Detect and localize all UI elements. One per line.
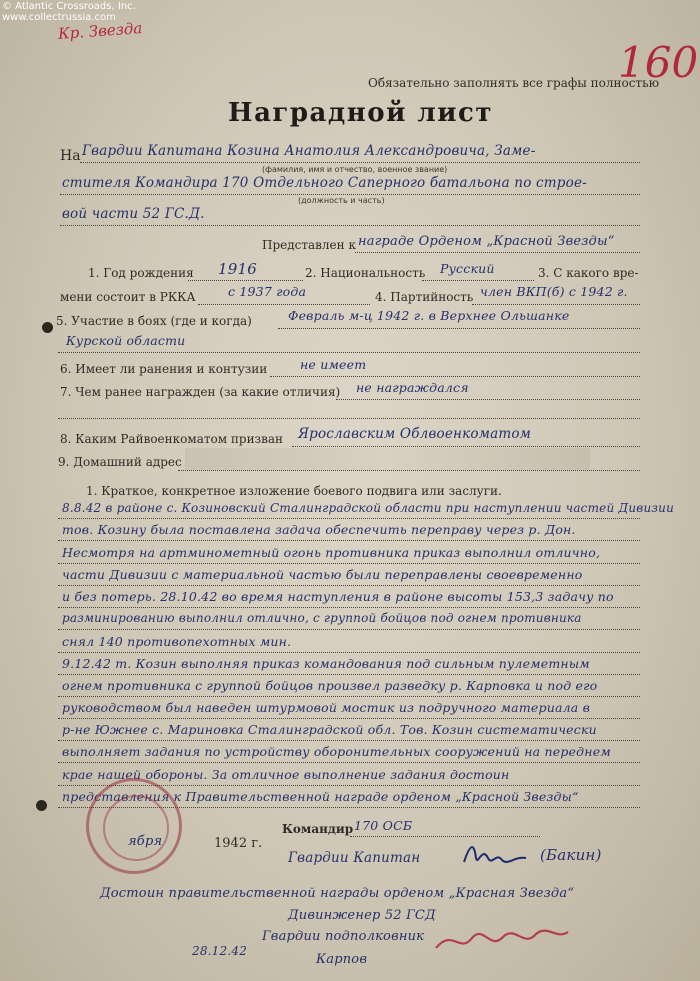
feat-line-5: и без потерь. 28.10.42 во время наступления в районе высоты 153,3 задачу по <box>62 589 614 604</box>
feat-underline-8 <box>58 674 640 675</box>
watermark-url: www.collectrussia.com <box>2 12 116 23</box>
feat-line-9: огнем противника с группой бойцов произвел разведку р. Карповка и под его <box>62 678 598 693</box>
battles-value-2: Курской области <box>66 333 186 348</box>
feat-line-13: крае нашей обороны. За отличное выполнение задания достоин <box>62 767 510 782</box>
unit-seal-stamp <box>86 778 182 874</box>
commander-signature-mark <box>460 838 530 870</box>
division-engineer: Дивинженер 52 ГСД <box>288 908 436 923</box>
awards-label: 7. Чем ранее награжден (за какие отличия) <box>60 385 341 399</box>
signature-name: (Бакин) <box>540 846 602 864</box>
party-value: член ВКП(б) с 1942 г. <box>480 284 628 299</box>
feat-underline-9 <box>58 696 640 697</box>
feat-line-7: снял 140 противопехотных мин. <box>62 634 292 649</box>
nationality-value: Русский <box>440 261 495 276</box>
punch-hole-bottom <box>36 800 47 811</box>
wounds-underline <box>270 376 640 377</box>
since-label: 3. С какого вре- <box>538 266 639 280</box>
feat-underline-6 <box>58 629 640 630</box>
feat-line-14: представления к Правительственной награде орденом „Красной Звезды“ <box>62 789 579 804</box>
corner-note: Кр. Звезда <box>57 19 143 43</box>
birth-label: 1. Год рождения <box>88 266 194 280</box>
birth-underline <box>188 280 303 281</box>
address-underline <box>178 470 640 471</box>
feat-underline-11 <box>58 740 640 741</box>
feat-underline-2 <box>58 540 640 541</box>
punch-hole-top <box>42 322 53 333</box>
feat-underline-12 <box>58 762 640 763</box>
wounds-value: не имеет <box>300 357 367 372</box>
name-line-2: стителя Командира 170 Отдельного Саперного батальона по строе- <box>62 175 587 191</box>
feat-line-10: руководством был наведен штурмовой мостик из подручного материала в <box>62 700 591 715</box>
name-prefix: На <box>60 148 81 164</box>
summary-label: 1. Краткое, конкретное изложение боевого подвига или заслуги. <box>86 484 502 498</box>
commander-value: 170 ОСБ <box>354 818 413 833</box>
commander-underline <box>350 836 540 837</box>
name-line-3: вой части 52 ГС.Д. <box>62 206 205 222</box>
name-underline-3 <box>60 225 640 226</box>
worthy-endorsement: Достоин правительственной награды орденом „Красная Звезда“ <box>100 886 575 901</box>
date-month: ября <box>128 834 163 849</box>
battles-label: 5. Участие в боях (где и когда) <box>56 314 252 328</box>
birth-value: 1916 <box>218 260 257 278</box>
feat-underline-7 <box>58 652 640 653</box>
nationality-label: 2. Национальность <box>305 266 426 280</box>
battles-value-1: Февраль м-ц 1942 г. в Верхнее Ольшанке <box>288 308 570 323</box>
final-date: 28.12.42 <box>192 944 248 958</box>
feat-line-11: р-не Южнее с. Мариновка Сталинградской обл. Тов. Козин систематически <box>62 722 597 737</box>
party-underline <box>472 304 640 305</box>
watermark-copyright: © Atlantic Crossroads, Inc. <box>2 1 136 12</box>
feat-underline-4 <box>58 585 640 586</box>
caption-name: (фамилия, имя и отчество, военное звание) <box>262 165 448 174</box>
since-label-2: мени состоит в РККА <box>60 290 196 304</box>
feat-underline-1 <box>58 518 640 519</box>
party-label: 4. Партийность <box>375 290 474 304</box>
signer-name: Карпов <box>316 952 368 967</box>
name-underline-2 <box>60 194 640 195</box>
commissariat-label: 8. Каким Райвоенкоматом призван <box>60 432 284 446</box>
awards-value: не награждался <box>356 380 469 395</box>
caption-position: (должность и часть) <box>298 196 385 205</box>
feat-line-1: 8.8.42 в районе с. Козиновский Сталинградской области при наступлении частей Дивизии <box>62 501 675 515</box>
feat-line-4: части Дивизии с материальной частью были переправлены своевременно <box>62 567 583 582</box>
date-year: 1942 г. <box>214 836 263 851</box>
signature-rank: Гвардии Капитан <box>288 850 421 866</box>
address-label: 9. Домашний адрес <box>58 455 182 469</box>
presented-underline <box>355 252 640 253</box>
presented-value: награде Орденом „Красной Звезды“ <box>358 234 615 249</box>
address-redacted <box>185 448 590 470</box>
guards-lt-colonel: Гвардии подполковник <box>262 929 425 944</box>
page-number: 160 <box>618 38 699 87</box>
header-notice: Обязательно заполнять все графы полностью <box>368 76 660 90</box>
wounds-label: 6. Имеет ли ранения и контузии <box>60 362 268 376</box>
feat-underline-3 <box>58 563 640 564</box>
presented-label: Представлен к <box>262 238 356 252</box>
awards-underline-2 <box>58 418 640 419</box>
battles-underline-2 <box>58 352 640 353</box>
feat-line-6: разминированию выполнил отлично, с группой бойцов под огнем противника <box>62 611 582 625</box>
awards-underline <box>336 399 640 400</box>
name-underline-1 <box>80 162 640 163</box>
red-pencil-signature-mark <box>432 918 572 962</box>
commissariat-underline <box>292 446 640 447</box>
since-value: с 1937 года <box>228 284 307 299</box>
name-line-1: Гвардии Капитана Козина Анатолия Александровича, Заме- <box>82 143 536 159</box>
nationality-underline <box>422 280 534 281</box>
feat-line-3: Несмотря на артминометный огонь противника приказ выполнил отлично, <box>62 545 601 560</box>
feat-line-8: 9.12.42 т. Козин выполняя приказ командования под сильным пулеметным <box>62 656 590 671</box>
commissariat-value: Ярославским Облвоенкоматом <box>298 426 532 442</box>
feat-line-12: выполняет задания по устройству оборонительных сооружений на переднем <box>62 744 611 759</box>
since-underline <box>198 304 370 305</box>
document-title: Наградной лист <box>228 98 493 128</box>
commander-label: Командир <box>282 822 354 836</box>
feat-line-2: тов. Козину была поставлена задача обеспечить переправу через р. Дон. <box>62 522 576 537</box>
feat-underline-10 <box>58 718 640 719</box>
battles-underline-1 <box>278 328 640 329</box>
feat-underline-5 <box>58 607 640 608</box>
